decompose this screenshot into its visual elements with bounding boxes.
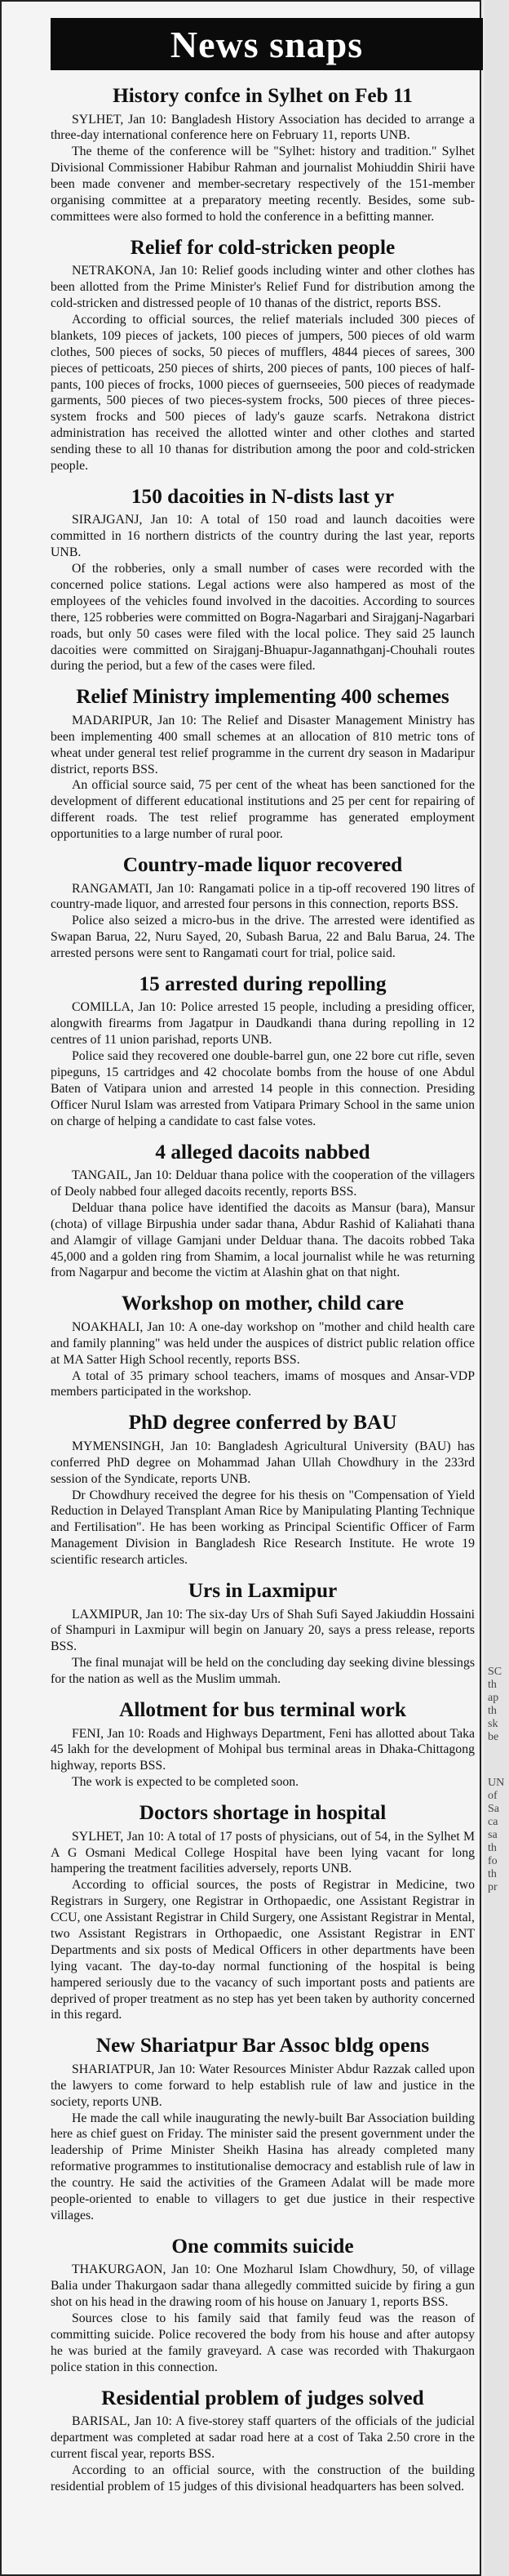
story-paragraph: TANGAIL, Jan 10: Delduar thana police with the cooperation of the villagers of Deoly nabbed four alleged dacoits recently, reports BSS. bbox=[51, 1168, 475, 1199]
story-paragraph: Sources close to his family said that family feud was the reason of committing suicide. Police recovered the body from his house and after autopsy he was buried at the family graveyard. A case was recorded with Thakurgaon police station in this connection. bbox=[51, 2311, 475, 2374]
story-headline: PhD degree conferred by BAU bbox=[128, 1411, 397, 1435]
edge-fragment: SC bbox=[488, 1666, 502, 1678]
edge-fragment: fo bbox=[488, 1855, 498, 1867]
edge-fragment: th bbox=[488, 1842, 497, 1854]
story-paragraph: NETRAKONA, Jan 10: Relief goods including winter and other clothes has been allotted from the Prime Minister's Relief Fund for distribution among the cold-stricken and distressed people of 10 thanas of the district, reports BSS. bbox=[51, 264, 475, 311]
news-story bbox=[51, 686, 475, 843]
edge-fragment: sa bbox=[488, 1829, 498, 1841]
story-headline: One commits suicide bbox=[171, 2234, 354, 2258]
news-story bbox=[51, 85, 475, 225]
story-paragraph: MYMENSINGH, Jan 10: Bangladesh Agricultural University (BAU) has conferred PhD degree on Mohammad Jahan Ullah Chowdhury in the 233rd session of the Syndicate, reports UNB. bbox=[51, 1439, 475, 1486]
story-paragraph: An official source said, 75 per cent of the wheat has been sanctioned for the development of different educational institutions and 25 per cent for repairing of different roads. The test relief programme has generated employment opportunities to a large number of rural poor. bbox=[51, 778, 475, 842]
story-paragraph: According to official sources, the posts of Registrar in Medicine, two Registrars in Surgery, one Registrar in Orthopaedic, one Assistant Registrar in CCU, one Assistant Registrar in Child Surgery, one Assistant Registrar in Mental, two Assistant Registrars in Orthopaedic, one Assistant Registrar in ENT Departments and six posts of Medical Officers in other departments have been lying vacant. The day-to-day normal functioning of the hospital is being hampered seriously due to the vacancy of such important posts and patients are deprived of proper treatment as no step has yet been taken by authority concerned in this regard. bbox=[51, 1878, 475, 2022]
story-headline: Country-made liquor recovered bbox=[122, 852, 403, 876]
story-headline: Relief for cold-stricken people bbox=[130, 235, 396, 259]
edge-fragment: ap bbox=[488, 1692, 499, 1704]
adjacent-column-edge bbox=[485, 0, 509, 2576]
news-story bbox=[51, 1292, 475, 1400]
news-story bbox=[51, 2035, 475, 2223]
story-paragraph: FENI, Jan 10: Roads and Highways Department, Feni has allotted about Taka 45 lakh for the development of Mohipal bus terminal areas in Dhaka-Chittagong highway, reports BSS. bbox=[51, 1726, 475, 1773]
story-paragraph: SYLHET, Jan 10: A total of 17 posts of physicians, out of 54, in the Sylhet M A G Osmani Medical College Hospital have been lying vacant for long hampering the treatment facilities adversely, reports UNB. bbox=[51, 1829, 475, 1876]
story-headline: Relief Ministry implementing 400 schemes bbox=[76, 685, 449, 709]
story-headline: Allotment for bus terminal work bbox=[119, 1698, 406, 1721]
news-story bbox=[51, 1580, 475, 1688]
edge-fragment: Sa bbox=[488, 1803, 499, 1815]
story-paragraph: MADARIPUR, Jan 10: The Relief and Disaster Management Ministry has been implementing 400 small schemes at an allocation of 810 metric tons of wheat under general test relief programme in the current dry season in Madaripur district, reports BSS. bbox=[51, 713, 475, 776]
story-headline: Residential problem of judges solved bbox=[101, 2386, 424, 2409]
story-paragraph: Police also seized a micro-bus in the drive. The arrested were identified as Swapan Barua, 22, Nuru Sayed, 20, Subash Barua, 22 and Balu Barua, 24. The arrested persons were sent to Rangamati court for trial, police said. bbox=[51, 914, 475, 961]
news-story bbox=[51, 1141, 475, 1282]
story-headline: 15 arrested during repolling bbox=[139, 972, 387, 995]
story-headline: Doctors shortage in hospital bbox=[139, 1801, 387, 1825]
edge-fragment: th bbox=[488, 1679, 497, 1691]
story-headline: 4 alleged dacoits nabbed bbox=[155, 1140, 370, 1163]
news-story bbox=[51, 973, 475, 1130]
story-paragraph: THAKURGAON, Jan 10: One Mozharul Islam Chowdhury, 50, of village Balia under Thakurgaon sadar thana allegedly committed suicide by firing a gun shot on his head in the drawing room of his house on January 1, reports BSS. bbox=[51, 2262, 475, 2310]
news-story bbox=[51, 1412, 475, 1568]
story-headline: New Shariatpur Bar Assoc bldg opens bbox=[95, 2034, 430, 2058]
story-paragraph: According to official sources, the relief materials included 300 pieces of blankets, 109 pieces of jackets, 100 pieces of jumpers, 500 pieces of old warm clothes, 500 pieces of socks, 50 pieces of mufflers, 4844 pieces of sarees, 300 pieces of petticoats, 250 pieces of shirts, 200 pieces of pants, 100 pieces of half-pants, 100 pieces of frocks, 1000 pieces of guernseeies, 500 pieces of readymade garments, 500 pieces of two pieces-system frocks, 500 pieces of three pieces-system frocks and 500 pieces of lady's gauze scarfs. Netrakona district administration has received the allotted winter and other clothes and started sending these to all 10 thanas for distribution among the poor and cold-stricken people. bbox=[51, 312, 475, 473]
news-story bbox=[51, 2236, 475, 2376]
story-headline: 150 dacoities in N-dists last yr bbox=[131, 484, 395, 508]
news-story bbox=[51, 1699, 475, 1791]
story-paragraph: He made the call while inaugurating the newly-built Bar Association building here as chief guest on Friday. The minister said the present government under the leadership of Prime Minister Sheikh Hasina has already completed many reformative programmes to institutionalise democracy and establish rule of law in the country. He said the activities of the Grameen Adalat will be made more people-oriented to enable to villagers to get due justice in their respective villages. bbox=[51, 2111, 475, 2222]
masthead-title: News snaps bbox=[170, 23, 364, 65]
story-paragraph: COMILLA, Jan 10: Police arrested 15 people, including a presiding officer, alongwith firearms from Jagatpur in Daudkandi thana during repolling in 12 centres of 11 union parishad, reports UNB. bbox=[51, 1000, 475, 1048]
edge-fragment: th bbox=[488, 1705, 497, 1717]
story-headline: History confce in Sylhet on Feb 11 bbox=[113, 84, 413, 107]
news-story bbox=[51, 854, 475, 962]
news-story bbox=[51, 237, 475, 474]
edge-fragment: ca bbox=[488, 1816, 498, 1828]
story-paragraph: BARISAL, Jan 10: A five-storey staff quarters of the officials of the judicial department was completed at sadar road here at a cost of Taka 2.50 crore in the current fiscal year, reports BSS. bbox=[51, 2414, 475, 2461]
story-paragraph: The final munajat will be held on the concluding day seeking divine blessings for the nation as well as the Muslim ummah. bbox=[51, 1656, 475, 1687]
story-paragraph: NOAKHALI, Jan 10: A one-day workshop on "mother and child health care and family planning" was held under the auspices of district public relation office at MA Satter High School recently, reports BSS. bbox=[51, 1319, 475, 1367]
news-story bbox=[51, 2387, 475, 2495]
story-headline: Urs in Laxmipur bbox=[188, 1579, 338, 1603]
story-paragraph: The work is expected to be completed soon. bbox=[72, 1775, 299, 1790]
story-paragraph: Of the robberies, only a small number of cases were recorded with the concerned police stations. Legal actions were also hampered as most of the employees of the vehicles found involved in the dacoities. According to sources there, 125 robberies were committed on Bogra-Nagarbari and Sirajganj-Nagarbari roads, but only 50 cases were filed with the local police. They said 25 launch dacoities were committed on Sirajganj-Bhuapur-Jagannathganj-Chouhali routes during the period, but a few of the cases were filed. bbox=[51, 562, 475, 674]
story-paragraph: SHARIATPUR, Jan 10: Water Resources Minister Abdur Razzak called upon the lawyers to come forward to help establish rule of law and justice in the society, reports UNB. bbox=[51, 2062, 475, 2109]
story-paragraph: Dr Chowdhury received the degree for his thesis on "Compensation of Yield Reduction in Delayed Transplant Aman Rice by Manipulating Planting Technique and Fertilisation". He has been working as Principal Scientific Officer of Farm Management Division in Bangladesh Rice Research Institute. He wrote 19 scientific research articles. bbox=[51, 1488, 475, 1568]
news-story bbox=[51, 486, 475, 674]
masthead-banner bbox=[51, 18, 483, 70]
edge-fragment: sk bbox=[488, 1718, 498, 1730]
edge-fragment: UN bbox=[488, 1777, 505, 1789]
story-paragraph: A total of 35 primary school teachers, imams of mosques and Ansar-VDP members participated in the workshop. bbox=[51, 1368, 475, 1399]
story-paragraph: SYLHET, Jan 10: Bangladesh History Association has decided to arrange a three-day international conference here on February 11, reports UNB. bbox=[51, 112, 475, 143]
story-headline: Workshop on mother, child care bbox=[121, 1292, 405, 1315]
edge-fragment: be bbox=[488, 1731, 499, 1743]
edge-fragment: of bbox=[488, 1790, 498, 1802]
story-paragraph: The theme of the conference will be "Sylhet: history and tradition." Sylhet Divisional Commissioner Habibur Rahman and journalist Mohiuddin Shirii have been made convener and member-secretary respectively of the 151-member organising committee at a preparatory meeting recently. Besides, some sub-committees were also formed to hold the conference in a befitting manner. bbox=[51, 145, 475, 224]
stories-list bbox=[51, 85, 475, 2495]
story-paragraph: LAXMIPUR, Jan 10: The six-day Urs of Shah Sufi Sayed Jakiuddin Hossaini of Shampuri in Laxmipur will begin on January 20, says a press release, reports BSS. bbox=[51, 1607, 475, 1654]
news-story bbox=[51, 1802, 475, 2023]
story-paragraph: RANGAMATI, Jan 10: Rangamati police in a tip-off recovered 190 litres of country-made liquor, and arrested four persons in this connection, reports BSS. bbox=[51, 881, 475, 912]
edge-fragment: pr bbox=[488, 1881, 498, 1893]
story-paragraph: Police said they recovered one double-barrel gun, one 22 bore cut rifle, seven pipeguns, 15 cartridges and 42 chocolate bombs from the house of one Abdul Baten of Vatipara union and arrested 14 people in this connection. Presiding Officer Nurul Islam was arrested from Vatipara Primary School in the same union on charge of helping a candidate to cast false votes. bbox=[51, 1049, 475, 1128]
story-paragraph: According to an official source, with the construction of the building residential problem of 15 judges of this divisional headquarters has been solved. bbox=[51, 2463, 475, 2494]
edge-fragment: th bbox=[488, 1868, 497, 1880]
story-paragraph: SIRAJGANJ, Jan 10: A total of 150 road and launch dacoities were committed in 16 northern districts of the country during the last year, reports UNB. bbox=[51, 513, 475, 560]
story-paragraph: Delduar thana police have identified the dacoits as Mansur (bara), Mansur (chota) of village Birpushia under sadar thana, Abdur Rashid of Kaliahati thana and Alamgir of village Gamjani under Delduar thana. The dacoits robbed Taka 45,000 and a golden ring from Shamim, a local journalist while he was returning from Nagarpur and become the victim at Alashin ghat on that night. bbox=[51, 1200, 475, 1280]
